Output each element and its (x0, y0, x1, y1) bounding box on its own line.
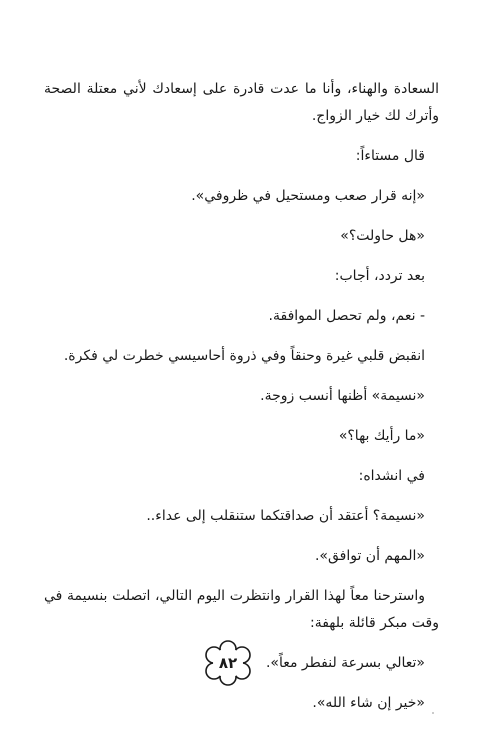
paragraph: قال مستاءاً: (355, 148, 425, 164)
paragraph: في انشداه: (358, 468, 425, 484)
paragraph: السعادة والهناء، وأنا ما عدت قادرة على إسعادك لأني معتلة الصحة وأترك لك خيار الزواج. (44, 81, 439, 124)
paragraph: «إنه قرار صعب ومستحيل في ظروفي». (191, 188, 425, 204)
page-number-badge (202, 640, 254, 686)
speck (432, 712, 434, 714)
page-number: ٨٢ (218, 654, 238, 672)
paragraph: «المهم أن توافق». (314, 548, 425, 564)
body-text (44, 76, 439, 730)
paragraph: «تعالي بسرعة لنفطر معاً». (265, 655, 425, 671)
paragraph: واسترحنا معاً لهذا القرار وانتظرت اليوم التالي، اتصلت بنسيمة في وقت مبكر قائلة بلهفة: (44, 588, 439, 631)
paragraph: بعد تردد، أجاب: (334, 268, 425, 284)
paragraph: «نسيمة؟ أعتقد أن صداقتكما ستنقلب إلى عداء.. (146, 508, 425, 524)
paragraph: - نعم، ولم تحصل الموافقة. (268, 308, 425, 324)
paragraph: «هل حاولت؟» (340, 228, 425, 244)
paragraph: «خير إن شاء الله». (312, 695, 425, 711)
paragraph: «نسيمة» أظنها أنسب زوجة. (260, 388, 425, 404)
paragraph: «ما رأيك بها؟» (338, 428, 425, 444)
paragraph: انقبض قلبي غيرة وحنقاً وفي ذروة أحاسيسي خطرت لي فكرة. (63, 348, 425, 364)
